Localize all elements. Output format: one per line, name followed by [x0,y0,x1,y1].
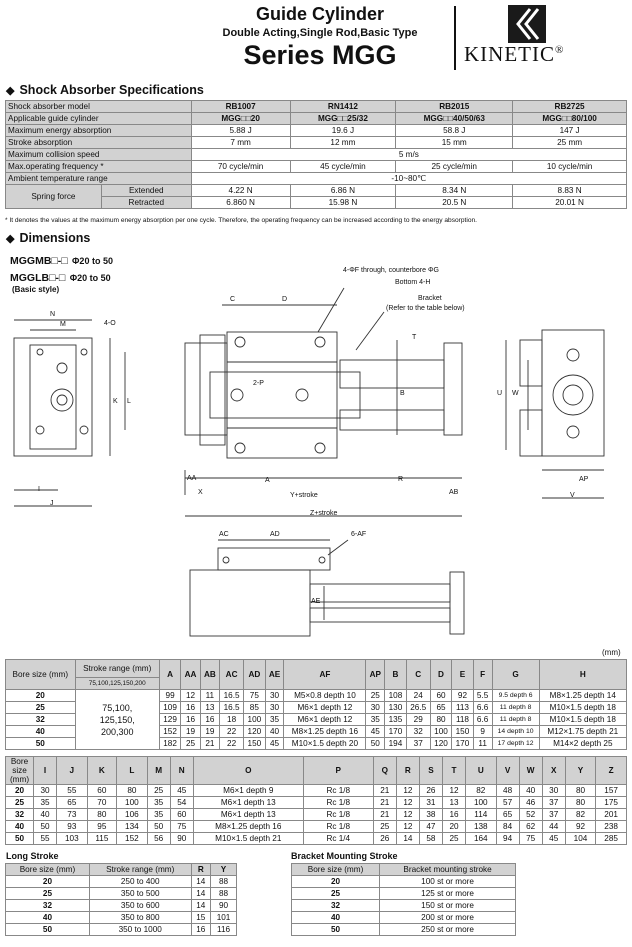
dimension-table-2: Bore size (mm) I J K L M N O P Q R S T U V W X Y Z 20 30 55 60 80 25 45 M6×1 depth 9 Rc 1/8 21 12 26 12 82 48 40 30 80 157 25 35 65 70 100 35 54 M6×1 depth 13 Rc 1/8 21 12 31 13 100 57 46 37 80 175 32 40 73 80 106 35 60 M6×1 depth 13 Rc 1/8 21 12 38 16 114 65 52 37 82 201 40 50 93 95 134 50 75 M8×1.25 depth 16 Rc 1/8 25 12 47 20 138 84 62 44 92 238 50 55 103 115 152 56 90 M10×1.5 depth 21 Rc 1/4 26 14 58 25 164 94 75 45 104 285 [5,756,627,845]
table-row: 50 182 25 21 22 150 45 M10×1.5 depth 20 50 194 37 120 170 11 17 depth 12 M14×2 depth 25 [6,738,627,750]
dim-ab: AB [449,489,459,496]
dim-ap: AP [579,476,589,483]
dim-d: D [282,296,288,303]
bracket-stroke-table: Bore size (mm) Bracket mounting stroke 20 100 st or more 25 125 st or more 32 150 st or more 40 200 st or more 50 250 st or more [291,863,516,936]
dim-n: N [50,311,56,318]
shock-section-title: ◆ Shock Absorber Specifications [6,83,204,97]
table-row: 25 35 65 70 100 35 54 M6×1 depth 13 Rc 1/8 21 12 31 13 100 57 46 37 80 175 [6,797,627,809]
table-row: Stroke absorption 7 mm 12 mm 15 mm 25 mm [6,137,627,149]
table-row: 50 250 st or more [292,924,516,936]
bracket-stroke-title: Bracket Mounting Stroke [291,851,398,861]
table-row: Max.operating frequency * 70 cycle/min 45 cycle/min 25 cycle/min 10 cycle/min [6,161,627,173]
table-row: 40 200 st or more [292,912,516,924]
bracket-ref-label: (Refer to the table below) [386,305,465,312]
table-row: 40 350 to 800 15 101 [6,912,237,924]
dim-aa: AA [187,475,197,482]
table-row: Ambient temperature range -10~80℃ [6,173,627,185]
long-stroke-title: Long Stroke [6,851,59,861]
table-row: 20 75,100, 125,150, 200,300 99 12 11 16.5 75 30 M5×0.8 depth 10 25 108 24 60 92 5.5 9.5 depth 6 M8×1.25 depth 14 [6,690,627,702]
table-row: 20 30 55 60 80 25 45 M6×1 depth 9 Rc 1/8 21 12 26 12 82 48 40 30 80 157 [6,785,627,797]
top-view-body [14,338,92,456]
bracket-view-body [190,570,310,636]
dim-ae: AE [311,598,321,605]
dim-j: J [50,500,54,507]
dim-k: K [113,398,118,405]
diamond-bullet-icon: ◆ [6,85,15,97]
dim-y-stroke: Y+stroke [290,492,318,499]
table-row: Maximum collision speed 5 m/s [6,149,627,161]
dim-l: L [127,398,131,405]
model-label-lb: MGGLB□-□ Φ20 to 50 [10,272,111,284]
shock-spec-table: Shock absorber model RB1007 RN1412 RB2015 RB2725 Applicable guide cylinder MGG□□20 MGG□□25/32 MGG□□40/50/63 MGG□□80/100 Maximum energy absorption 5.88 J 19.6 J 58.8 J 147 J Stroke absorption 7 mm 12 mm 15 mm 25 mm Maximum collision speed 5 m/s Max.operating frequency * 70 cycle/min 45 cycle/min 25 cycle/min 10 cycle/min Ambient temperature range -10~80℃ Spring force Extended 4.22 N 6.86 N 8.34 N 8.83 N Retracted 6.860 N 15.98 N 20.5 N 20.01 N [5,100,627,209]
dim-u: U [497,390,503,397]
table-row: 32 350 to 600 14 90 [6,900,237,912]
dim-t: T [412,334,417,341]
dim-x: X [198,489,203,496]
bottom-thread-label: Bottom 4-H [395,279,431,286]
dimension-table-1: Bore size (mm) Stroke range (mm) A AA AB AC AD AE AF AP B C D E F G H 75,100,125,150,200 20 75,100, 125,150, 200,300 99 12 11 16.5 75 30 M5×0.8 depth 10 25 108 24 60 92 5.5 9.5 depth 6 M8×1.25 depth 14 25 109 16 13 16.5 85 30 M6×1 depth 12 30 130 26.5 65 113 6.6 11 depth 8 M10×1.5 depth 18 32 129 16 16 18 100 35 M6×1 depth 12 35 135 29 80 118 6.6 11 depth 8 M10×1.5 depth 18 40 152 19 19 22 120 40 M8×1.25 depth 16 45 170 32 100 150 9 14 depth 10 M12×1.75 depth 21 50 182 25 21 22 150 45 M10×1.5 depth 20 50 194 37 120 170 11 17 depth 12 M14×2 depth 25 [5,659,627,750]
table-row: 50 350 to 1000 16 116 [6,924,237,936]
table-row: 32 150 st or more [292,900,516,912]
table-row: Maximum energy absorption 5.88 J 19.6 J 58.8 J 147 J [6,125,627,137]
dim-c: C [230,296,236,303]
dim-a: A [265,477,270,484]
long-stroke-table: Bore size (mm) Stroke range (mm) R Y 20 250 to 400 14 88 25 350 to 500 14 88 32 350 to 600 14 90 40 350 to 800 15 101 50 350 to 1000 16 116 [5,863,237,936]
dimensions-section-title: ◆ Dimensions [6,231,91,245]
table-row: 32 40 73 80 106 35 60 M6×1 depth 13 Rc 1/8 21 12 38 16 114 65 52 37 82 201 [6,809,627,821]
model-label-mb: MGGMB□-□ Φ20 to 50 [10,255,113,267]
front-plate [185,343,227,435]
table-row: 25 109 16 13 16.5 85 30 M6×1 depth 12 30 130 26.5 65 113 6.6 11 depth 8 M10×1.5 depth 18 [6,702,627,714]
table-row: 32 129 16 16 18 100 35 M6×1 depth 12 35 135 29 80 118 6.6 11 depth 8 M10×1.5 depth 18 [6,714,627,726]
through-hole-label: 4-ΦF through, counterbore ΦG [343,267,439,274]
table-row: Retracted 6.860 N 15.98 N 20.5 N 20.01 N [6,197,627,209]
table-row: Spring force Extended 4.22 N 6.86 N 8.34 N 8.83 N [6,185,627,197]
diamond-bullet-icon: ◆ [6,233,15,245]
dim-6-af: 6-AF [351,531,367,538]
dim-w: W [512,390,519,397]
dim-i: I [38,486,40,493]
dim-r: R [398,476,404,483]
dim-m: M [60,321,66,328]
dim-v: V [570,492,575,499]
footnote: * It denotes the values at the maximum energy absorption per one cycle. Therefore, the operating frequency can be increased according to the energy absorption. [5,217,477,224]
table-header: Shock absorber model [6,101,192,113]
table-row: 20 100 st or more [292,876,516,888]
unit-label: (mm) [602,648,621,657]
style-label: (Basic style) [12,285,60,294]
page-title: Guide Cylinder [255,4,385,24]
dim-ad: AD [270,531,280,538]
dim-z-stroke: Z+stroke [310,510,338,517]
page-subtitle: Double Acting,Single Rod,Basic Type [222,27,418,39]
front-body [227,332,337,458]
table-row: 25 350 to 500 14 88 [6,888,237,900]
table-row: 50 55 103 115 152 56 90 M10×1.5 depth 21 Rc 1/4 26 14 58 25 164 94 75 45 104 285 [6,833,627,845]
table-row: 25 125 st or more [292,888,516,900]
table-row: 40 50 93 95 134 50 75 M8×1.25 depth 16 Rc 1/8 25 12 47 20 138 84 62 44 92 238 [6,821,627,833]
dim-b: B [400,390,405,397]
dim-ac: AC [219,531,229,538]
dim-4-o: 4-O [104,320,116,327]
series-name: Series MGG [243,40,397,70]
brand-name: KINETIC® [464,42,565,66]
bracket-label: Bracket [418,295,442,302]
table-row: 20 250 to 400 14 88 [6,876,237,888]
table-row: 40 152 19 19 22 120 40 M8×1.25 depth 16 45 170 32 100 150 9 14 depth 10 M12×1.75 depth 21 [6,726,627,738]
dim-2-p: 2-P [253,380,264,387]
